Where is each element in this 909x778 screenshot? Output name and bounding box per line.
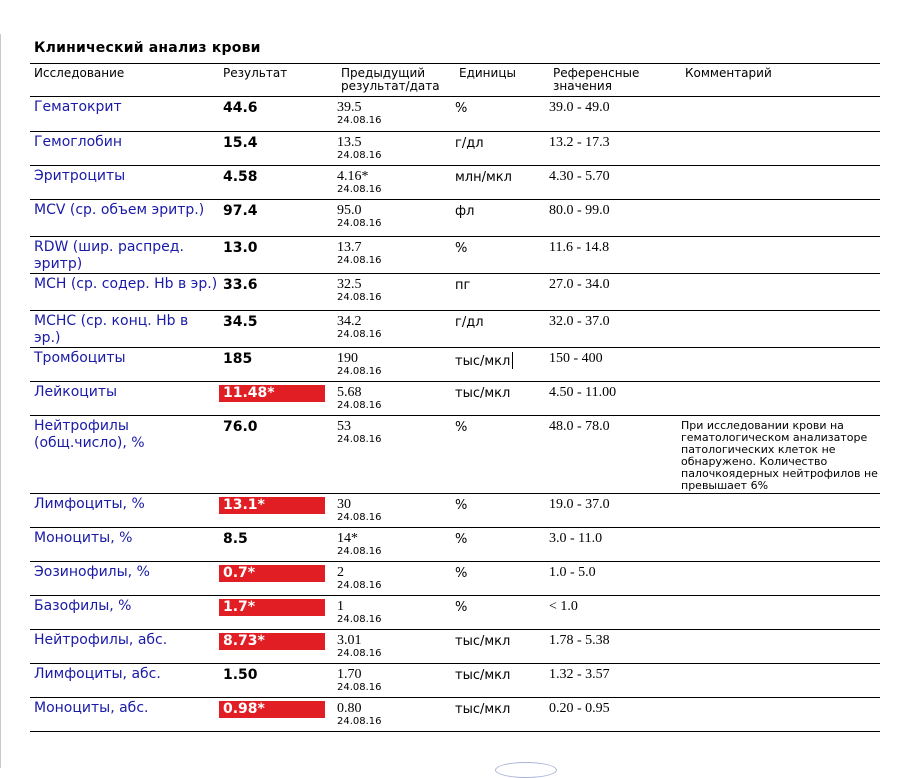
unit-cell (455, 347, 549, 381)
reference-range: 1.78 - 5.38 (549, 629, 681, 663)
report-title: Клинический анализ крови (34, 40, 261, 56)
unit-value: тыс/мкл (455, 385, 511, 401)
previous-date: 24.08.16 (337, 291, 382, 303)
comment-cell (681, 347, 880, 381)
page-edge-mark (495, 762, 557, 778)
unit-cell (455, 493, 549, 527)
reference-range: 32.0 - 37.0 (549, 310, 681, 347)
result-cell (219, 97, 337, 131)
previous-cell (337, 131, 455, 165)
test-name[interactable]: Гематокрит (30, 97, 219, 131)
reference-range: 0.20 - 0.95 (549, 697, 681, 731)
result-cell (219, 236, 337, 273)
test-name[interactable]: RDW (шир. распред. эритр) (30, 236, 219, 273)
previous-value: 30 (337, 496, 351, 512)
previous-value: 0.80 (337, 700, 362, 716)
unit-cell (455, 97, 549, 131)
unit-value: % (455, 101, 468, 116)
reference-range: 19.0 - 37.0 (549, 493, 681, 527)
unit-cell (455, 629, 549, 663)
previous-date: 24.08.16 (337, 254, 382, 266)
previous-value: 53 (337, 418, 351, 434)
result-cell (219, 415, 337, 493)
unit-value: тыс/мкл (455, 701, 511, 717)
table-row (30, 236, 880, 273)
unit-cell (455, 236, 549, 273)
previous-value: 3.01 (337, 632, 362, 648)
result-value: 4.58 (223, 168, 258, 185)
result-cell (219, 629, 337, 663)
previous-date: 24.08.16 (337, 328, 382, 340)
flagged-result-value: 11.48* (219, 385, 325, 402)
unit-cell (455, 199, 549, 236)
previous-cell (337, 347, 455, 381)
previous-date: 24.08.16 (337, 217, 382, 229)
result-value: 44.6 (223, 100, 258, 116)
results-body (30, 97, 880, 731)
result-value: 185 (223, 350, 253, 367)
unit-value: тыс/мкл (455, 667, 511, 683)
text-cursor (512, 352, 513, 369)
result-cell (219, 595, 337, 629)
unit-value: % (455, 531, 468, 547)
previous-cell (337, 165, 455, 199)
table-row (30, 663, 880, 697)
previous-value: 34.2 (337, 313, 362, 329)
comment-cell (681, 629, 880, 663)
reference-range: 27.0 - 34.0 (549, 273, 681, 310)
unit-cell (455, 165, 549, 199)
unit-cell (455, 415, 549, 493)
result-value: 8.5 (223, 530, 248, 547)
result-cell (219, 347, 337, 381)
table-row (30, 595, 880, 629)
unit-value: г/дл (455, 135, 484, 151)
reference-range: 4.30 - 5.70 (549, 165, 681, 199)
previous-date: 24.08.16 (337, 149, 382, 161)
reference-range: 1.0 - 5.0 (549, 561, 681, 595)
unit-cell (455, 595, 549, 629)
previous-date: 24.08.16 (337, 433, 382, 445)
table-row (30, 97, 880, 131)
previous-cell (337, 595, 455, 629)
table-row (30, 347, 880, 381)
table-row (30, 199, 880, 236)
table-row (30, 273, 880, 310)
result-value: 34.5 (223, 313, 258, 330)
header-result: Результат (223, 66, 288, 80)
header-test: Исследование (34, 66, 125, 80)
results-table (30, 97, 880, 732)
comment-cell (681, 381, 880, 415)
result-value: 13.0 (223, 239, 258, 256)
unit-value: тыс/мкл (455, 353, 511, 369)
result-cell (219, 199, 337, 236)
comment-cell (681, 97, 880, 131)
table-row (30, 165, 880, 199)
previous-cell (337, 381, 455, 415)
comment-cell (681, 527, 880, 561)
header-units: Единицы (459, 66, 516, 80)
reference-range: 48.0 - 78.0 (549, 415, 681, 493)
previous-value: 32.5 (337, 276, 362, 292)
result-cell (219, 131, 337, 165)
previous-date: 24.08.16 (337, 681, 382, 693)
reference-range: 13.2 - 17.3 (549, 131, 681, 165)
comment-cell (681, 199, 880, 236)
table-row (30, 415, 880, 493)
previous-cell (337, 310, 455, 347)
unit-value: % (455, 240, 468, 256)
previous-value: 14* (337, 530, 358, 546)
previous-value: 190 (337, 350, 358, 366)
unit-cell (455, 561, 549, 595)
test-name[interactable]: Тромбоциты (30, 347, 219, 381)
unit-value: % (455, 565, 468, 581)
previous-value: 39.5 (337, 100, 362, 115)
result-value: 1.50 (223, 666, 258, 683)
unit-value: % (455, 419, 468, 435)
result-value: 33.6 (223, 276, 258, 293)
comment-cell (681, 310, 880, 347)
flagged-result-value: 1.7* (219, 599, 325, 616)
result-cell (219, 527, 337, 561)
unit-cell (455, 663, 549, 697)
comment-cell (681, 493, 880, 527)
previous-cell (337, 527, 455, 561)
previous-cell (337, 629, 455, 663)
result-cell (219, 663, 337, 697)
previous-date: 24.08.16 (337, 715, 382, 727)
unit-value: % (455, 497, 468, 513)
flagged-result-value: 0.7* (219, 565, 325, 582)
comment-cell (681, 131, 880, 165)
flagged-result-value: 8.73* (219, 633, 325, 650)
result-cell (219, 381, 337, 415)
previous-cell (337, 697, 455, 731)
header-reference: Референсные значения (553, 66, 640, 93)
header-previous: Предыдущий результат/дата (341, 66, 440, 93)
table-row (30, 527, 880, 561)
header-comment: Комментарий (685, 66, 772, 80)
unit-value: пг (455, 277, 471, 293)
previous-cell (337, 236, 455, 273)
reference-range: 11.6 - 14.8 (549, 236, 681, 273)
result-value: 97.4 (223, 202, 258, 219)
previous-value: 13.5 (337, 134, 362, 150)
previous-cell (337, 273, 455, 310)
previous-date: 24.08.16 (337, 613, 382, 625)
comment-cell (681, 273, 880, 310)
result-value: 76.0 (223, 418, 258, 435)
previous-cell (337, 97, 455, 131)
reference-range: 3.0 - 11.0 (549, 527, 681, 561)
result-cell (219, 493, 337, 527)
test-name[interactable]: MCH (ср. содер. Hb в эр.) (30, 273, 219, 310)
comment-cell (681, 561, 880, 595)
previous-value: 4.16* (337, 168, 369, 184)
table-row (30, 381, 880, 415)
comment-cell (681, 165, 880, 199)
unit-cell (455, 310, 549, 347)
test-name[interactable]: Лейкоциты (30, 381, 219, 415)
previous-value: 1.70 (337, 666, 362, 682)
result-cell (219, 310, 337, 347)
test-name[interactable]: Моноциты, % (30, 527, 219, 561)
previous-value: 13.7 (337, 239, 362, 255)
result-value: 15.4 (223, 134, 258, 151)
previous-value: 1 (337, 598, 344, 614)
result-cell (219, 165, 337, 199)
previous-date: 24.08.16 (337, 545, 382, 557)
reference-range: 150 - 400 (549, 347, 681, 381)
comment-cell (681, 595, 880, 629)
result-cell (219, 561, 337, 595)
table-row (30, 561, 880, 595)
unit-cell (455, 697, 549, 731)
test-name[interactable]: Эритроциты (30, 165, 219, 199)
previous-date: 24.08.16 (337, 365, 382, 377)
test-name[interactable]: Гемоглобин (30, 131, 219, 165)
previous-cell (337, 561, 455, 595)
previous-value: 95.0 (337, 202, 362, 218)
unit-cell (455, 131, 549, 165)
previous-date: 24.08.16 (337, 115, 382, 126)
reference-range: 1.32 - 3.57 (549, 663, 681, 697)
test-name[interactable]: Нейтрофилы (общ.число), % (30, 415, 219, 493)
previous-date: 24.08.16 (337, 511, 382, 523)
unit-value: фл (455, 203, 475, 219)
previous-date: 24.08.16 (337, 647, 382, 659)
previous-value: 5.68 (337, 384, 362, 400)
comment-cell: При исследовании крови на гематологическом анализаторе патологических клеток не обнаружено. Количество палочкоядерных нейтрофилов не превышает 6% (681, 415, 880, 493)
comment-cell (681, 663, 880, 697)
result-cell (219, 273, 337, 310)
unit-cell (455, 381, 549, 415)
comment-cell (681, 236, 880, 273)
test-name[interactable]: Нейтрофилы, абс. (30, 629, 219, 663)
unit-value: г/дл (455, 314, 484, 330)
unit-value: млн/мкл (455, 169, 512, 185)
test-name[interactable]: Лимфоциты, абс. (30, 663, 219, 697)
table-row (30, 629, 880, 663)
test-name[interactable]: Моноциты, абс. (30, 697, 219, 731)
flagged-result-value: 0.98* (219, 701, 325, 718)
previous-date: 24.08.16 (337, 399, 382, 411)
header-top-rule (30, 63, 880, 64)
reference-range: 39.0 - 49.0 (549, 97, 681, 131)
previous-cell (337, 493, 455, 527)
previous-date: 24.08.16 (337, 579, 382, 591)
table-row (30, 310, 880, 347)
table-row (30, 493, 880, 527)
previous-cell (337, 663, 455, 697)
test-name[interactable]: Эозинофилы, % (30, 561, 219, 595)
previous-cell (337, 199, 455, 236)
comment-cell (681, 697, 880, 731)
test-name[interactable]: Лимфоциты, % (30, 493, 219, 527)
previous-value: 2 (337, 564, 344, 580)
table-row (30, 697, 880, 731)
test-name[interactable]: MCHC (ср. конц. Hb в эр.) (30, 310, 219, 347)
previous-cell (337, 415, 455, 493)
unit-value: % (455, 599, 468, 615)
test-name[interactable]: Базофилы, % (30, 595, 219, 629)
reference-range: < 1.0 (549, 595, 681, 629)
result-cell (219, 697, 337, 731)
previous-date: 24.08.16 (337, 183, 382, 195)
reference-range: 4.50 - 11.00 (549, 381, 681, 415)
unit-cell (455, 527, 549, 561)
unit-value: тыс/мкл (455, 633, 511, 649)
reference-range: 80.0 - 99.0 (549, 199, 681, 236)
table-row (30, 131, 880, 165)
unit-cell (455, 273, 549, 310)
flagged-result-value: 13.1* (219, 497, 325, 514)
test-name[interactable]: MCV (ср. объем эритр.) (30, 199, 219, 236)
